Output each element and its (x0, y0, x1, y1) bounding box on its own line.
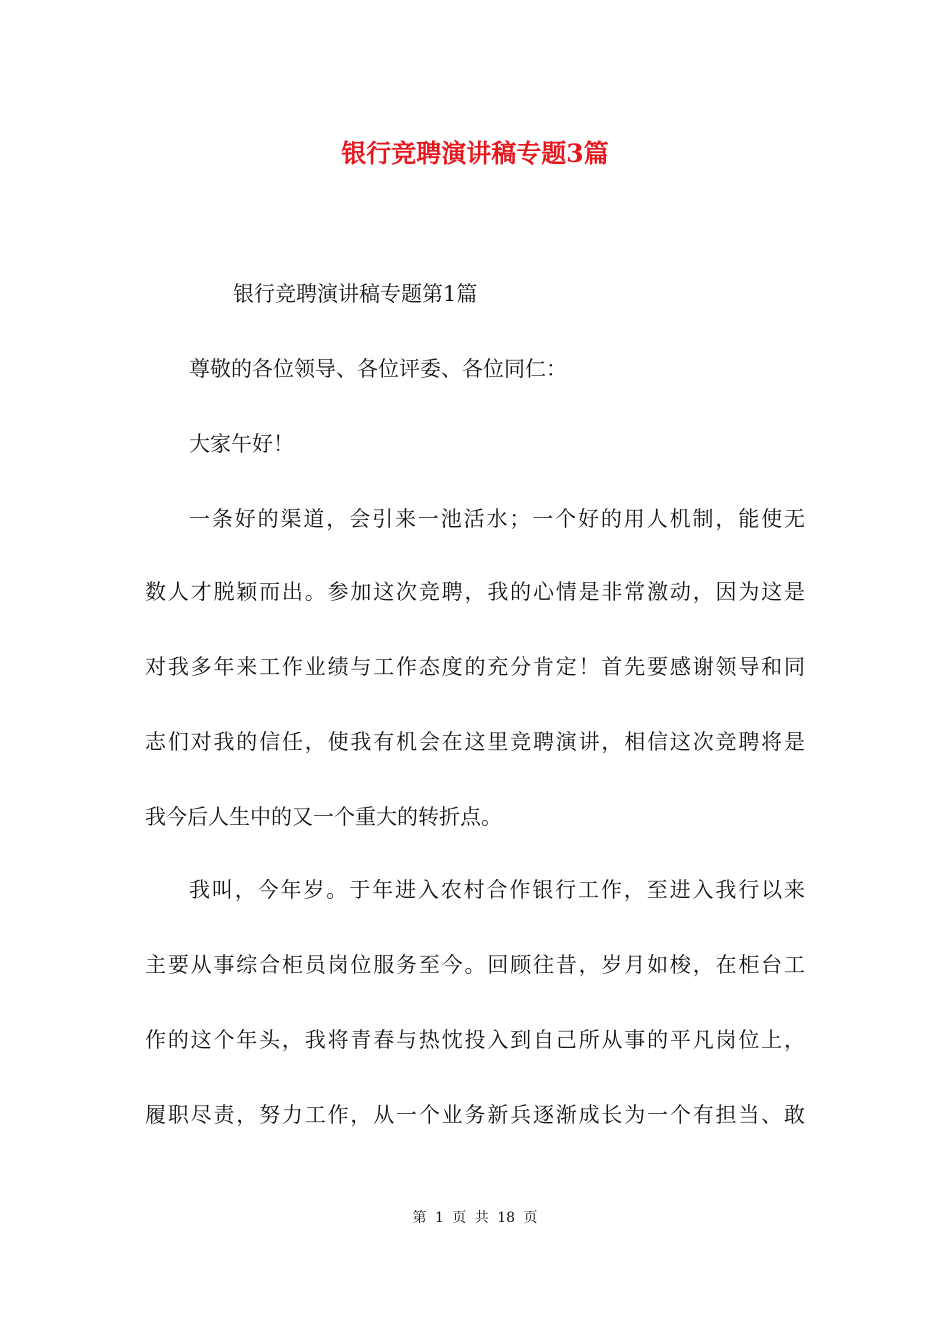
document-title: 银行竞聘演讲稿专题3篇 (341, 139, 609, 168)
paragraph2-line: 履职尽责，努力工作，从一个业务新兵逐渐成长为一个有担当、敢 (145, 1103, 805, 1127)
paragraph2-line: 作的这个年头，我将青春与热忱投入到自己所从事的平凡岗位上， (145, 1028, 805, 1052)
paragraph2-line: 主要从事综合柜员岗位服务至今。回顾往昔，岁月如梭，在柜台工 (145, 953, 805, 977)
salutation-line: 大家午好！ (189, 432, 294, 456)
greeting-line: 尊敬的各位领导、各位评委、各位同仁： (189, 357, 567, 381)
paragraph1-line: 志们对我的信任，使我有机会在这里竞聘演讲，相信这次竞聘将是 (145, 730, 805, 754)
paragraph1-line: 数人才脱颖而出。参加这次竞聘，我的心情是非常激动，因为这是 (145, 580, 805, 604)
page-number-footer: 第 1 页 共 18 页 (412, 1210, 538, 1226)
paragraph1-line: 我今后人生中的又一个重大的转折点。 (145, 805, 502, 829)
paragraph1-line: 一条好的渠道，会引来一池活水；一个好的用人机制，能使无 (189, 507, 805, 531)
section-heading: 银行竞聘演讲稿专题第1篇 (233, 282, 478, 306)
paragraph1-line: 对我多年来工作业绩与工作态度的充分肯定！首先要感谢领导和同 (145, 655, 805, 679)
paragraph2-line: 我叫，今年岁。于年进入农村合作银行工作，至进入我行以来 (189, 878, 805, 902)
